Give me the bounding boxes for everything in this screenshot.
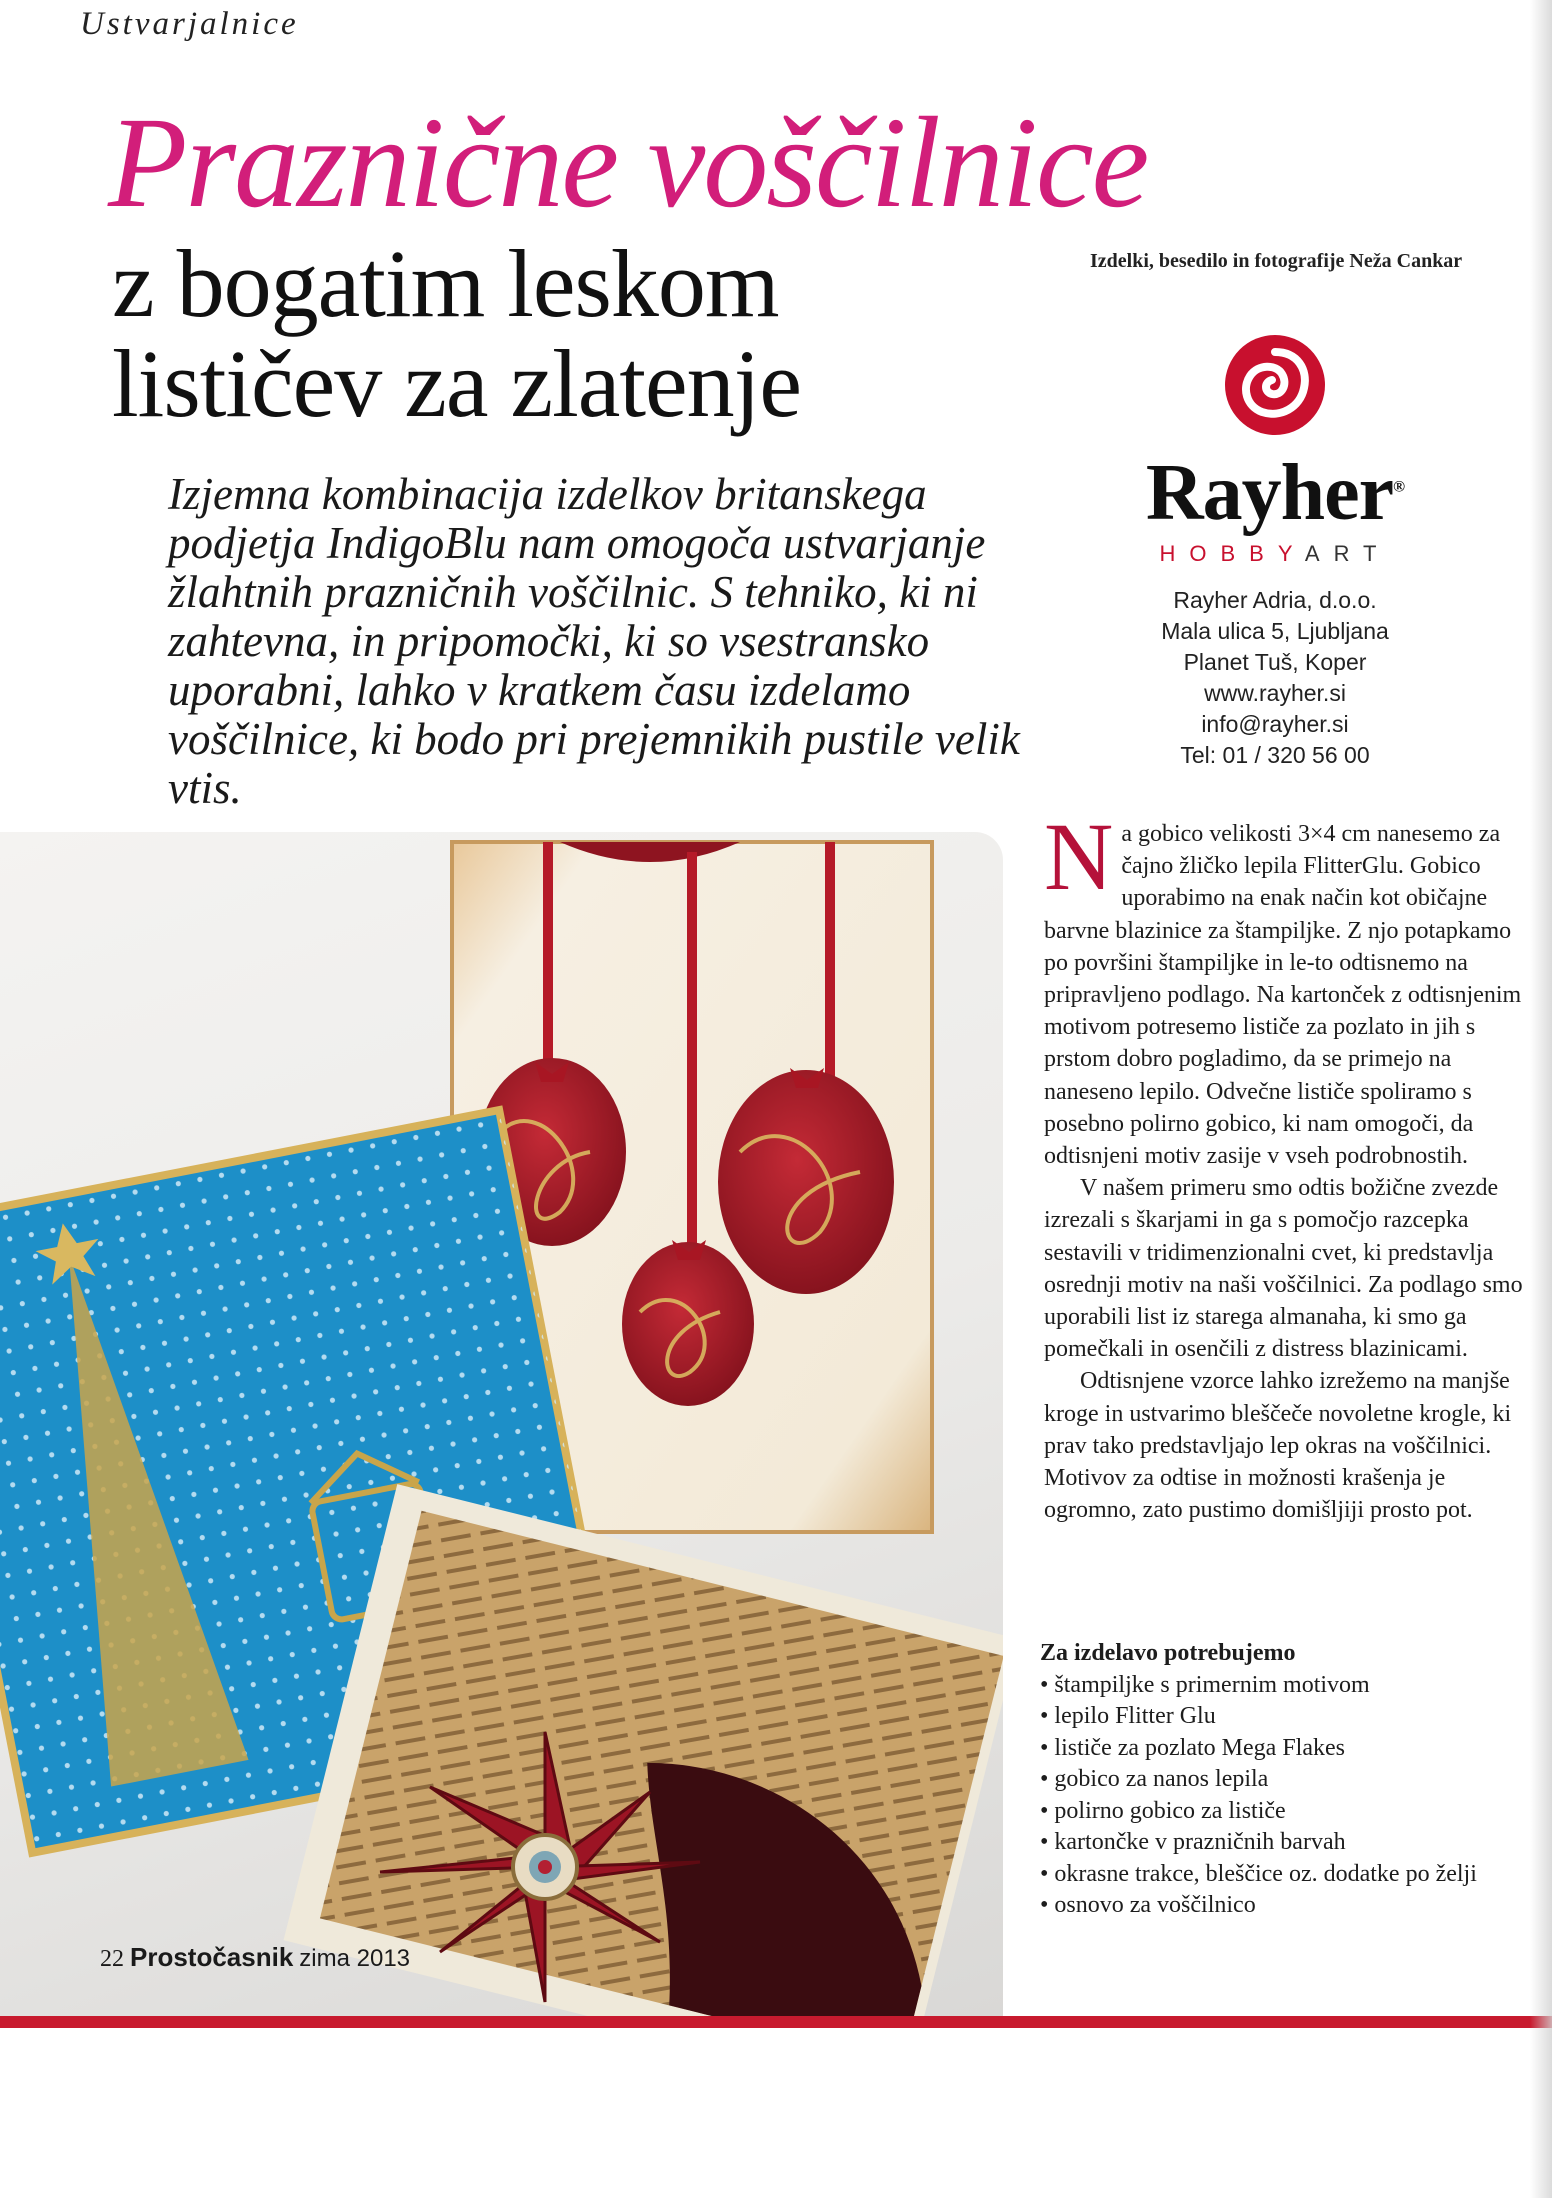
- article-subtitle-line-1: z bogatim leskom: [112, 230, 779, 337]
- supply-item: • polirno gobico za lističe: [1040, 1796, 1550, 1828]
- article-title: Praznične voščilnice: [108, 91, 1148, 235]
- page-number: 22: [100, 1946, 124, 1972]
- supply-item: • štampiljke s primernim motivom: [1040, 1670, 1550, 1702]
- footer-rule: [0, 2016, 1552, 2028]
- lead-paragraph: Izjemna kombinacija izdelkov britanskega podjetja IndigoBlu nam omogoča ustvarjanje žlahtnih prazničnih voščilnic. S tehniko, ki ni zahtevna, in pripomočki, ki so vsestransko uporabni, lahko v kratkem času izdelamo voščilnice, ki bodo pri prejemnikih pustile velik vtis.: [168, 469, 1020, 813]
- sponsor-box: [1110, 330, 1440, 771]
- article-subtitle-line-2: lističev za zlatenje: [112, 330, 801, 437]
- page-footer: [100, 1942, 410, 1973]
- cards-illustration: [0, 832, 1003, 2022]
- sponsor-website-link[interactable]: www.rayher.si: [1204, 680, 1346, 706]
- drop-cap: N: [1044, 803, 1114, 910]
- supply-item: • kartončke v prazničnih barvah: [1040, 1827, 1550, 1859]
- article-paragraph-1: a gobico velikosti 3×4 cm nanesemo za čajno žličko lepila FlitterGlu. Gobico uporabimo na enak način kot običajne barvne blazinice za štampiljke. Z njo potapkamo po površini štampiljke in le-to odtisnemo na pripravljeno podlago. Na kartonček z odtisnjenim motivom potresemo lističe za pozlato in jih s prstom dobro pogladimo, da se primejo na naneseno lepilo. Odvečne lističe spoliramo s posebno polirno gobico, ki nam omogoči, da odtisnjeni motiv zasije v vseh podrobnostih.: [1044, 821, 1522, 1170]
- magazine-name: Prostočasnik: [130, 1942, 294, 1972]
- sponsor-company: Rayher Adria, d.o.o.: [1173, 587, 1377, 613]
- supplies-heading: Za izdelavo potrebujemo: [1040, 1640, 1296, 1666]
- section-label: Ustvarjalnice: [80, 6, 299, 42]
- sponsor-shop: Planet Tuš, Koper: [1183, 649, 1367, 675]
- author-credit: Izdelki, besedilo in fotografije Neža Cankar: [1090, 250, 1463, 272]
- registered-mark: ®: [1393, 478, 1405, 496]
- article-body: [1044, 803, 1534, 1526]
- article-paragraph-3: Odtisnjene vzorce lahko izrežemo na manjše kroge in ustvarimo bleščeče novoletne krogle, ki prav tako predstavljajo lep okras na voščilnici. Motivov za odtise in možnosti krašenja je ogromno, zato pustimo domišljiji prosto pot.: [1044, 1368, 1512, 1524]
- sponsor-name: Rayher: [1145, 449, 1394, 537]
- sponsor-phone: Tel: 01 / 320 56 00: [1180, 742, 1370, 768]
- article-paragraph-2: V našem primeru smo odtis božične zvezde izrezali s škarjami in ga s pomočjo razcepka sestavili v tridimenzionalni cvet, ki predstavlja osrednji motiv na naši voščilnici. Za podlago smo uporabili list iz starega almanaha, ki smo ga pomečkali in osenčili z distress blazinicami.: [1044, 1175, 1523, 1363]
- supplies-list-box: [1040, 1638, 1550, 1922]
- magazine-issue: zima 2013: [299, 1945, 411, 1972]
- sponsor-tagline-hobby: HOBBY: [1159, 541, 1305, 566]
- supply-item: • osnovo za voščilnico: [1040, 1890, 1550, 1922]
- page-edge-shadow: [1530, 0, 1552, 2198]
- sponsor-contact: [1110, 585, 1440, 771]
- supply-item: • okrasne trakce, bleščice oz. dodatke po želji: [1040, 1859, 1550, 1891]
- sponsor-street: Mala ulica 5, Ljubljana: [1161, 618, 1389, 644]
- sponsor-tagline-art: ART: [1304, 541, 1391, 566]
- rose-logo-icon: [1220, 330, 1330, 440]
- supply-item: • lepilo Flitter Glu: [1040, 1701, 1550, 1733]
- sponsor-logo-text: [1110, 449, 1440, 537]
- cards-photo: [0, 832, 1003, 2022]
- sponsor-email-link[interactable]: info@rayher.si: [1201, 711, 1349, 737]
- supply-item: • gobico za nanos lepila: [1040, 1764, 1550, 1796]
- supplies-list: [1040, 1670, 1550, 1922]
- sponsor-tagline: [1110, 541, 1440, 567]
- supply-item: • lističe za pozlato Mega Flakes: [1040, 1733, 1550, 1765]
